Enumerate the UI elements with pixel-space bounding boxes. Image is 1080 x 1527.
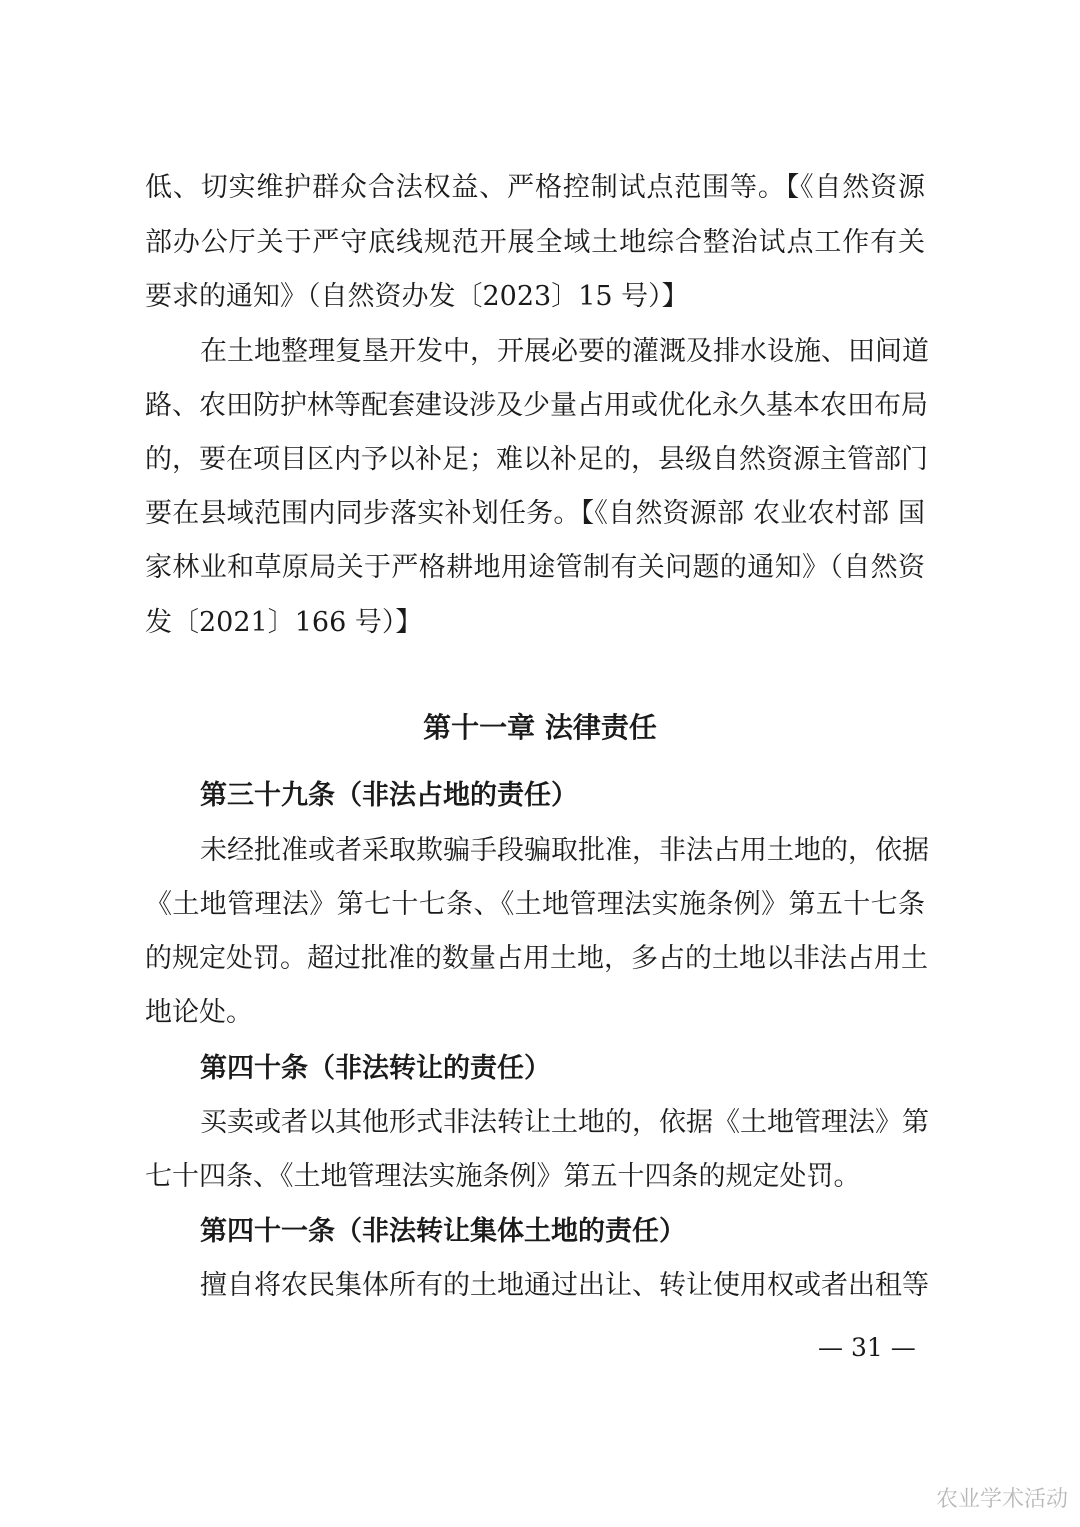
watermark: 农业学术活动 — [935, 1487, 1068, 1512]
body-line: 发〔2021〕166 号）】 — [145, 607, 423, 638]
body-line: 在土地整理复垦开发中，开展必要的灌溉及排水设施、田间道 — [200, 336, 929, 367]
article-heading: 第四十条（非法转让的责任） — [200, 1053, 551, 1084]
body-line: 路、农田防护林等配套建设涉及少量占用或优化永久基本农田布局 — [145, 390, 928, 421]
body-line: 七十四条、《土地管理法实施条例》第五十四条的规定处罚。 — [145, 1161, 861, 1192]
body-line: 部办公厅关于严守底线规范开展全域土地综合整治试点工作有关 — [145, 227, 925, 258]
chapter-title: 第十一章 法律责任 — [423, 711, 657, 744]
body-line: 未经批准或者采取欺骗手段骗取批准，非法占用土地的，依据 — [200, 835, 929, 866]
body-line: 家林业和草原局关于严格耕地用途管制有关问题的通知》（自然资 — [145, 552, 925, 583]
body-line: 地论处。 — [145, 997, 253, 1028]
article-heading: 第三十九条（非法占地的责任） — [200, 780, 578, 811]
body-line: 要求的通知》（自然资办发〔2023〕15 号）】 — [145, 281, 689, 312]
page-number: — 31 — — [818, 1333, 916, 1362]
body-line: 的规定处罚。超过批准的数量占用土地，多占的土地以非法占用土 — [145, 943, 928, 974]
body-line: 低、切实维护群众合法权益、严格控制试点范围等。【《自然资源 — [145, 172, 925, 203]
article-heading: 第四十一条（非法转让集体土地的责任） — [200, 1216, 686, 1247]
body-line: 的，要在项目区内予以补足；难以补足的，县级自然资源主管部门 — [145, 444, 928, 475]
body-line: 买卖或者以其他形式非法转让土地的，依据《土地管理法》第 — [200, 1107, 929, 1138]
body-line: 《土地管理法》第七十七条、《土地管理法实施条例》第五十七条 — [145, 889, 925, 920]
body-line: 要在县域范围内同步落实补划任务。【《自然资源部 农业农村部 国 — [145, 498, 925, 529]
body-line: 擅自将农民集体所有的土地通过出让、转让使用权或者出租等 — [200, 1270, 929, 1301]
